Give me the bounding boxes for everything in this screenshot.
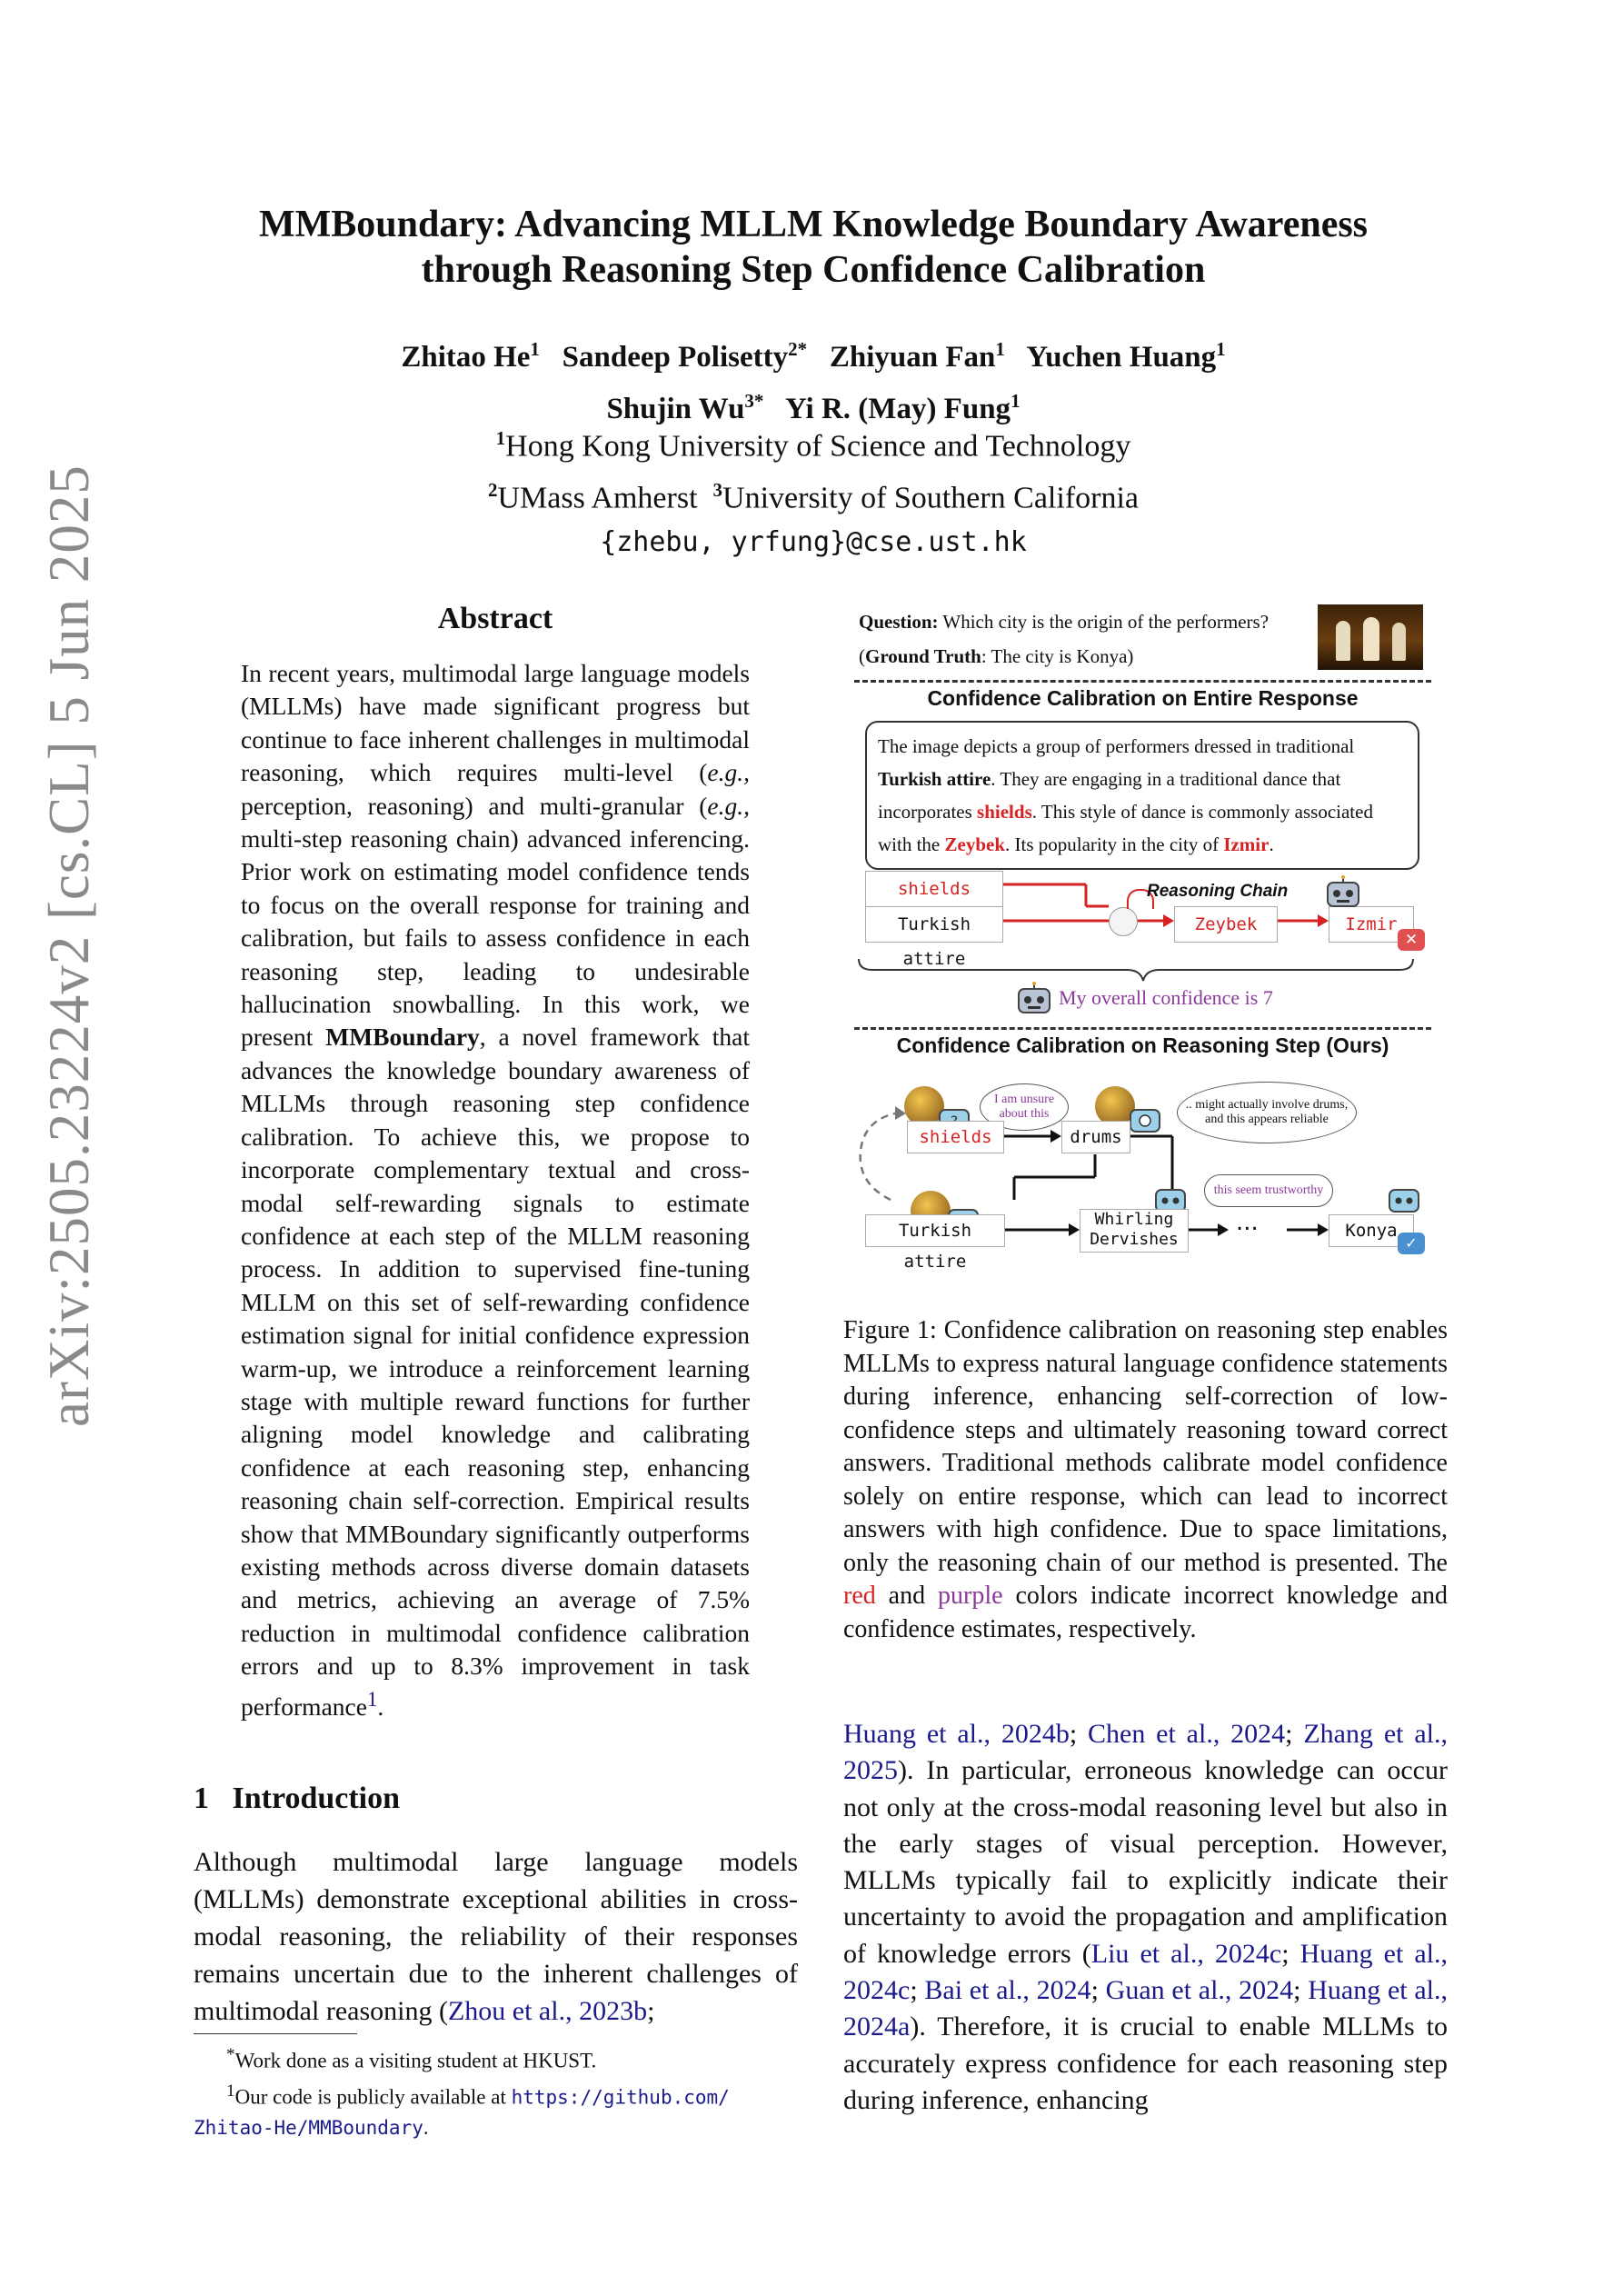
thought-bubble-trustworthy: this seem trustworthy [1204,1174,1333,1207]
contact-email[interactable]: {zhebu, yrfung}@cse.ust.hk [600,525,1027,558]
robot-icon [1322,875,1364,912]
affiliation-1: Hong Kong University of Science and Technology [505,429,1131,464]
author-sup: 1 [995,338,1005,360]
divider-dash [854,680,1431,683]
figure-caption [843,1314,1448,1646]
abstract-text: multi-step reasoning chain) advanced inferencing. Prior work on estimating model confidence tends to focus on the overall response for training and calibration, but fails to assess confidence in each reasoning step, leading to undesirable hallucination snowballing. In this work, we present [241,824,750,1052]
author-sup: 1 [1011,390,1021,412]
author-list [182,327,1445,431]
abstract-heading: Abstract [437,602,553,635]
gt-text: : The city is Konya) [981,645,1134,667]
affil-sup: 1 [495,427,506,449]
code-url[interactable]: Zhitao-He/MMBoundary [194,2117,423,2140]
reasoning-chain-label: Reasoning Chain [1147,882,1289,901]
affiliation-3: University of Southern California [722,481,1140,515]
citation-sep: ; [1090,1975,1106,2006]
chain-node-izmir: Izmir [1329,906,1414,943]
question-text: Which city is the origin of the performers? [938,611,1270,633]
author-name: Zhiyuan Fan [829,341,996,374]
resp-izmir: Izmir [1223,834,1270,855]
citation-link[interactable]: Huang et al., 2024c [843,1938,1449,2006]
bubble-text: .. might actually involve drums, and this appears reliable [1185,1098,1349,1126]
citation-link[interactable]: Huang et al., 2024a [843,1975,1449,2042]
citation-link[interactable]: Bai et al., 2024 [924,1975,1091,2006]
author-name: Yi R. (May) Fung [784,393,1011,425]
author-name: Yuchen Huang [1026,341,1217,374]
citation-link[interactable]: Liu et al., 2024c [1090,1938,1282,1969]
body-text: ). In particular, erroneous knowledge can occur not only at the cross-modal reasoning level but also in the early stages of visual perception. However, MLLMs typically fail to explicitly indicate their uncertainty to avoid the propagation and amplification of knowledge errors ( [843,1755,1448,1969]
footnote-mark: 1 [226,2081,235,2101]
intro-text: ; [647,1996,655,2026]
footnotes [194,2040,812,2143]
thought-bubble-unsure: I am unsure about this [980,1083,1069,1131]
affil-sup: 2 [487,479,498,502]
step-node-shields: shields [907,1121,1004,1153]
author-sup: 1 [1216,338,1226,360]
figure-1 [854,600,1436,1300]
correct-check-icon: ✓ [1398,1233,1425,1254]
robot-bulb-icon [1127,1104,1163,1135]
resp-text: . This style of dance is commonly associated with the [878,801,1373,855]
question-label: Question: [859,611,939,633]
step-node-turkish-attire: Turkish attire [865,1214,1005,1247]
footnote-rule [194,2033,357,2034]
abstract-method-name: MMBoundary [325,1023,480,1052]
right-column-body [843,1716,1448,2119]
paper-title [182,202,1445,293]
abstract-body [241,657,750,1723]
model-response-box [865,721,1419,870]
resp-text: . They are engaging in a traditional dance that incorporates [878,768,1341,823]
gt-label: Ground Truth [865,645,981,667]
resp-text: . [1269,834,1274,855]
footnote-2-end: . [423,2116,429,2140]
intro-body [194,1843,798,2030]
citation-sep: ; [1293,1975,1309,2006]
caption-text: Figure 1: Confidence calibration on reasoning step enables MLLMs to express natural language confidence statements during inference, enhancing self-correction of low-confidence steps and ultimately reasoning toward correct answers. Traditional methods calibrate model confidence solely on entire response, which can lead to incorrect answers with high confidence. Due to space limitations, only the reasoning chain of our method is presented. The [843,1316,1448,1577]
affiliations [182,416,1445,564]
resp-turkish-attire: Turkish attire [878,768,991,790]
resp-shields: shields [977,801,1032,823]
heading-reasoning-step: Confidence Calibration on Reasoning Step (Ours) [896,1033,1389,1057]
overall-confidence-text: My overall confidence is 7 [1059,986,1273,1009]
citation-sep: ; [910,1975,925,2006]
citation-sep: ; [1281,1938,1300,1969]
abstract-eg: e.g., [707,791,750,820]
footnote-1: Work done as a visiting student at HKUST. [234,2049,597,2072]
author-name: Zhitao He [401,341,531,374]
abstract-eg: e.g., [707,758,750,787]
robot-icon [1386,1184,1422,1215]
resp-text: . Its popularity in the city of [1005,834,1224,855]
citation-link[interactable]: Chen et al., 2024 [1088,1719,1286,1749]
citation-link[interactable]: Zhou et al., 2023b [447,1996,648,2026]
ellipsis: ... [1236,1209,1259,1236]
author-sup: 1 [530,338,540,360]
body-text: ). Therefore, it is crucial to enable MLLMs to accurately express confidence for each reasoning step during inference, enhancing [843,2011,1448,2115]
step-node-konya: Konya [1329,1214,1414,1247]
chain-node-shields: shields [865,871,1003,907]
caption-purple-word: purple [938,1582,1003,1610]
thought-bubble-drums [1177,1082,1357,1143]
affil-sup: 3 [712,479,723,502]
wrong-x-icon: ✕ [1398,929,1425,951]
figure-question [859,604,1313,674]
step-node-whirling-dervishes: Whirling Dervishes [1080,1209,1189,1253]
code-url[interactable]: https://github.com/ [511,2086,730,2109]
chain-node-turkish-attire: Turkish attire [865,906,1003,943]
performers-photo [1318,604,1423,670]
caption-red-word: red [843,1582,876,1610]
abstract-text: perception, reasoning) and multi-granular ( [241,791,708,820]
section-number: 1 [194,1782,209,1815]
abstract-text: In recent years, multimodal large language models (MLLMs) have made significant progress but continue to face inherent challenges in multimodal reasoning, which requires multi-level ( [241,659,750,787]
citation-link[interactable]: Huang et al., 2024b [843,1719,1070,1749]
citation-link[interactable]: Zhang et al., 2025 [843,1719,1448,1786]
thinking-face-icon [1109,907,1138,936]
citation-link[interactable]: Guan et al., 2024 [1105,1975,1294,2006]
section-title: Introduction [232,1782,401,1815]
author-sup: 2* [788,338,808,360]
author-name: Shujin Wu [606,393,745,425]
citation-sep: ; [1069,1719,1088,1749]
chain-node-zeybek: Zeybek [1174,906,1278,943]
title-line-2: through Reasoning Step Confidence Calibration [421,249,1206,291]
title-line-1: MMBoundary: Advancing MLLM Knowledge Boundary Awareness [258,204,1369,245]
affiliation-2: UMass Amherst [497,481,698,515]
author-sup: 3* [744,390,764,412]
abstract-text: , a novel framework that advances the knowledge boundary awareness of MLLMs through reasoning step confidence calibration. To achieve this, we propose to incorporate complementary textual and cross-modal self-rewarding signals to estimate confidence at each step of the MLLM reasoning process. In addition to supervised fine-tuning MLLM on this set of self-rewarding confidence estimation signal for initial confidence expression warm-up, we introduce a reinforcement learning stage with multiple reward functions for further aligning model knowledge and calibrating confidence at each reasoning step, enhancing reasoning chain self-correction. Empirical results show that MMBoundary significantly outperforms existing methods across diverse domain datasets and metrics, achieving an average of 7.5% reduction in multimodal confidence calibration errors and up to 8.3% improvement in task performance [241,1023,750,1721]
footnote-2: Our code is publicly available at [234,2085,512,2109]
step-node-drums: drums [1061,1121,1130,1153]
abstract-text: . [377,1692,384,1721]
caption-text: colors indicate incorrect knowledge and confidence estimates, respectively. [843,1582,1448,1643]
robot-icon [1013,982,1055,1018]
footnote-ref[interactable]: 1 [366,1687,378,1711]
resp-text: The image depicts a group of performers dressed in traditional [878,735,1355,757]
author-name: Sandeep Polisetty [562,341,789,374]
heading-entire-response: Confidence Calibration on Entire Response [927,686,1359,710]
resp-zeybek: Zeybek [944,834,1006,855]
gt-paren: ( [859,645,865,667]
arxiv-side-label: arXiv:2505.23224v2 [cs.CL] 5 Jun 2025 [37,464,101,1427]
divider-dash [854,1027,1431,1030]
footnote-mark: * [226,2045,235,2064]
citation-sep: ; [1285,1719,1304,1749]
intro-heading [194,1782,400,1816]
intro-text: Although multimodal large language models (MLLMs) demonstrate exceptional abilities in cross-modal reasoning, the reliability of their responses remains uncertain due to the inherent challenges of multimodal reasoning ( [194,1847,798,2026]
caption-text: and [875,1582,939,1610]
